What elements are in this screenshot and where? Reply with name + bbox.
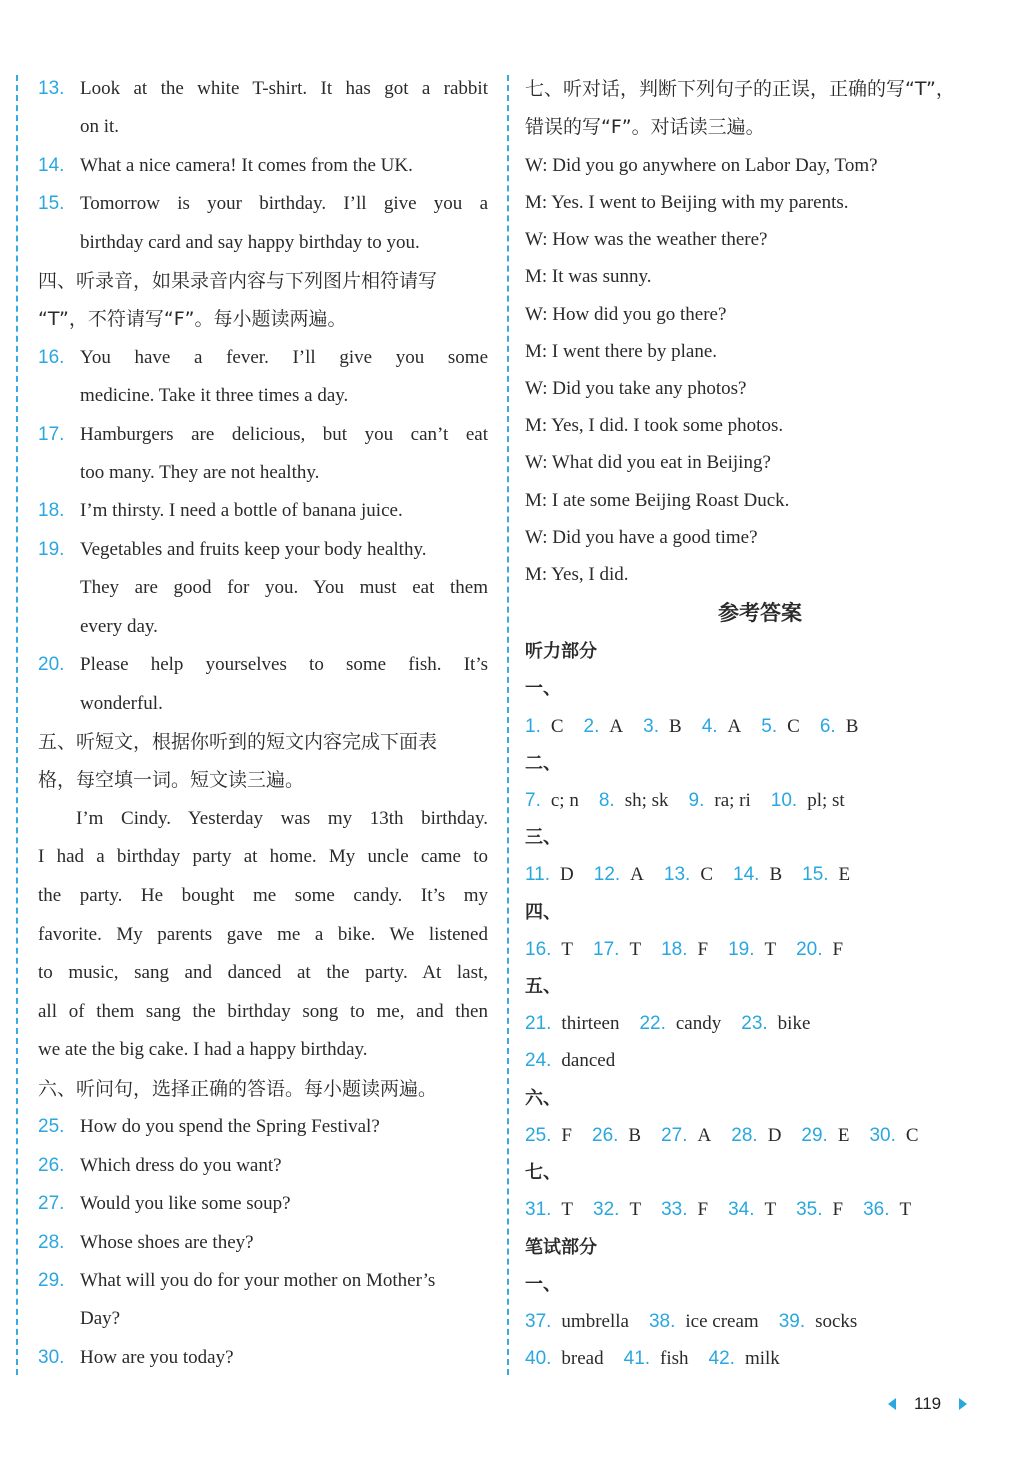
answer-number: 11.	[525, 864, 551, 886]
answer-value: danced	[561, 1050, 616, 1072]
answer	[525, 931, 573, 968]
question-text: How do you spend the Spring Festival?	[80, 1116, 380, 1138]
question-item	[38, 1224, 488, 1262]
passage-line: to music, sang and danced at the party. At last,	[38, 962, 488, 984]
section-heading: 五、听短文，根据你听到的短文内容完成下面表	[38, 730, 438, 753]
dialogue-line: W: Did you have a good time?	[525, 526, 758, 548]
answer	[689, 782, 751, 819]
answer-number: 33.	[661, 1199, 688, 1221]
answer-value: B	[845, 715, 859, 737]
answers-title: 参考答案	[718, 601, 802, 626]
answer	[863, 1191, 911, 1228]
question-item	[38, 185, 488, 223]
answer-value: T	[629, 938, 642, 960]
answer-value: D	[560, 864, 574, 886]
answer-value: fish	[660, 1348, 689, 1370]
dialogue-line: M: Yes, I did. I took some photos.	[525, 415, 784, 437]
answer-value: ice cream	[685, 1310, 759, 1332]
answer-value: milk	[744, 1348, 780, 1370]
answer-value: bike	[777, 1013, 811, 1035]
answer-row	[525, 782, 995, 819]
answer-group-label: 四、	[525, 901, 561, 923]
answer-value: A	[727, 715, 742, 737]
question-text: Look at the white T-shirt. It has got a rabbit	[80, 78, 488, 99]
answer	[796, 1191, 843, 1228]
answer-group-label: 三、	[525, 827, 561, 849]
answer	[820, 708, 859, 745]
answer-number: 8.	[598, 790, 615, 812]
question-number: 28.	[38, 1231, 65, 1253]
answer	[599, 782, 669, 819]
answer-number: 3.	[643, 715, 659, 737]
question-number: 29.	[38, 1269, 65, 1291]
answer-value: A	[609, 715, 624, 737]
answer-number: 4.	[701, 715, 718, 737]
answer-number: 42.	[708, 1348, 735, 1370]
listening-script-part1	[38, 70, 488, 800]
answer	[624, 1340, 689, 1377]
answer-number: 14.	[733, 864, 760, 886]
answer	[525, 1191, 573, 1228]
answer-value: F	[697, 938, 709, 960]
answer-value: C	[700, 864, 714, 886]
next-page-icon[interactable]	[959, 1398, 967, 1410]
question-item	[38, 1147, 488, 1185]
answer	[728, 1191, 776, 1228]
answer-value: B	[669, 715, 682, 737]
answer-number: 28.	[731, 1124, 758, 1146]
answer-value: F	[832, 938, 844, 960]
answer-value: A	[697, 1124, 712, 1146]
answer-number: 31.	[525, 1199, 552, 1221]
dialogue-line: M: Yes, I did.	[525, 564, 629, 586]
answer-number: 2.	[583, 715, 600, 737]
answer	[525, 856, 574, 893]
answer	[525, 782, 579, 819]
answer-number: 35.	[796, 1199, 823, 1221]
question-text-continued: on it.	[80, 116, 120, 138]
dialogue-line: M: I went there by plane.	[525, 340, 718, 362]
dialogue-line: W: What did you eat in Beijing?	[525, 452, 771, 474]
page-number: 119	[914, 1394, 942, 1413]
passage-line: the party. He bought me some candy. It’s my	[38, 884, 488, 906]
question-item	[38, 1262, 488, 1300]
answer-row	[525, 1303, 995, 1340]
answer	[592, 1117, 641, 1154]
dialogue-line: W: How was the weather there?	[525, 229, 768, 251]
answer-number: 5.	[761, 715, 778, 737]
question-number: 26.	[38, 1154, 65, 1176]
answer	[639, 1005, 721, 1042]
answer-number: 13.	[663, 864, 691, 886]
answer-row	[525, 1042, 995, 1079]
answer-number: 15.	[802, 864, 829, 886]
answer-row	[525, 708, 995, 745]
question-number: 15.	[38, 193, 65, 215]
answer-value: umbrella	[561, 1310, 629, 1332]
answer-number: 39.	[778, 1310, 806, 1332]
section7-heading-line1: 七、听对话，判断下列句子的正误，正确的写“T”，	[525, 78, 955, 100]
question-item	[38, 1108, 488, 1146]
right-column	[525, 70, 995, 1377]
answer	[761, 708, 800, 745]
question-text-continued: too many. They are not healthy.	[80, 462, 320, 484]
answer	[731, 1117, 781, 1154]
dialogue-line: W: How did you go there?	[525, 303, 727, 325]
listening-title: 听力部分	[525, 641, 597, 663]
answer-value: C	[787, 715, 800, 737]
dialogue-line: W: Did you go anywhere on Labor Day, Tom?	[525, 154, 878, 176]
section7-heading-line2: 错误的写“F”。对话读三遍。	[525, 116, 765, 139]
answer	[709, 1340, 780, 1377]
question-text: I’m thirsty. I need a bottle of banana juice.	[80, 500, 403, 522]
answer-row	[525, 1117, 995, 1154]
answer	[733, 856, 782, 893]
question-item	[38, 492, 488, 530]
answer-number: 12.	[593, 864, 621, 886]
answer	[525, 1042, 615, 1079]
answer	[594, 856, 644, 893]
answer-value: D	[767, 1124, 782, 1146]
answer-group-label: 一、	[525, 1273, 561, 1295]
answer-number: 1.	[525, 715, 541, 737]
answer	[741, 1005, 810, 1042]
answer-value: T	[629, 1199, 642, 1221]
pagination	[888, 1394, 967, 1414]
answer-number: 22.	[639, 1013, 666, 1035]
answer-value: B	[628, 1124, 642, 1146]
question-number: 19.	[38, 538, 65, 560]
question-text: Vegetables and fruits keep your body healthy.	[80, 538, 427, 560]
margin-dashed-line	[16, 75, 18, 1375]
question-text-continued: every day.	[80, 615, 158, 637]
passage	[38, 800, 488, 1070]
answer-value: F	[561, 1124, 572, 1146]
question-text: Please help yourselves to some fish. It’s	[80, 654, 488, 676]
answer-value: thirteen	[561, 1013, 620, 1035]
answer-number: 30.	[869, 1124, 896, 1146]
answer-value: T	[764, 1199, 777, 1221]
section-heading: 四、听录音，如果录音内容与下列图片相符请写	[38, 270, 438, 293]
question-text: Whose shoes are they?	[80, 1231, 254, 1253]
answer-number: 9.	[688, 790, 705, 812]
answer-group-label: 七、	[525, 1162, 561, 1184]
answer	[664, 856, 713, 893]
answer-group-label: 六、	[525, 1087, 561, 1109]
answer-value: F	[697, 1199, 709, 1221]
answer-value: candy	[675, 1013, 722, 1035]
question-item	[38, 416, 488, 454]
question-text: You have a fever. I’ll give you some	[80, 346, 488, 368]
dialogue-line: M: Yes. I went to Beijing with my parents.	[525, 192, 849, 214]
answer-row	[525, 1005, 995, 1042]
answer-value: c; n	[550, 790, 579, 812]
question-item	[38, 339, 488, 377]
answer	[649, 1303, 759, 1340]
section-heading: 六、听问句，选择正确的答语。每小题读两遍。	[38, 1077, 438, 1100]
answer-number: 20.	[796, 938, 823, 960]
question-text: Tomorrow is your birthday. I’ll give you a	[80, 193, 488, 215]
question-item	[38, 1185, 488, 1223]
answer	[643, 708, 682, 745]
answer	[702, 708, 742, 745]
listening-answers	[525, 670, 995, 1228]
answer-value: T	[899, 1199, 912, 1221]
answer-number: 32.	[593, 1199, 620, 1221]
answer	[869, 1117, 918, 1154]
answer-value: sh; sk	[624, 790, 669, 812]
question-text-continued: Day?	[80, 1308, 121, 1330]
answer-value: pl; st	[807, 790, 845, 812]
question-number: 27.	[38, 1193, 65, 1215]
answer-value: ra; ri	[714, 790, 751, 812]
answer-value: C	[550, 715, 564, 737]
answer	[525, 1005, 619, 1042]
written-answers	[525, 1266, 995, 1378]
question-item	[38, 1339, 488, 1377]
question-text: Which dress do you want?	[80, 1154, 282, 1176]
answer-value: B	[769, 864, 783, 886]
prev-page-icon[interactable]	[888, 1398, 896, 1410]
answer-number: 29.	[801, 1124, 828, 1146]
dialogue	[525, 147, 995, 593]
answer-value: C	[905, 1124, 919, 1146]
written-title: 笔试部分	[525, 1236, 597, 1258]
question-number: 14.	[38, 154, 65, 176]
question-text: How are you today?	[80, 1346, 234, 1368]
question-number: 18.	[38, 500, 65, 522]
answer	[801, 1117, 849, 1154]
question-item	[38, 147, 488, 185]
question-text: What will you do for your mother on Mother’s	[80, 1269, 436, 1291]
answer	[661, 1191, 708, 1228]
answer-number: 25.	[525, 1124, 552, 1146]
answer-number: 19.	[728, 938, 755, 960]
answer-value: A	[630, 864, 644, 886]
passage-line: I’m Cindy. Yesterday was my 13th birthday.	[76, 807, 488, 829]
answer-number: 37.	[525, 1310, 552, 1332]
answer-number: 34.	[728, 1199, 755, 1221]
question-item	[38, 531, 488, 569]
answer-value: socks	[815, 1310, 858, 1332]
answer	[584, 708, 624, 745]
answer	[525, 708, 564, 745]
answer	[779, 1303, 858, 1340]
answer-number: 18.	[661, 938, 688, 960]
answer-row	[525, 856, 995, 893]
answer-value: T	[561, 1199, 574, 1221]
answer-number: 23.	[741, 1013, 768, 1035]
answer-number: 17.	[593, 938, 620, 960]
column-divider	[507, 75, 509, 1375]
question-item	[38, 646, 488, 684]
answer-value: T	[764, 938, 777, 960]
answer-number: 6.	[819, 715, 836, 737]
left-column	[38, 70, 488, 1377]
answer-group-label: 五、	[525, 976, 561, 998]
answer-group-label: 二、	[525, 752, 561, 774]
passage-line: I had a birthday party at home. My uncle came to	[38, 846, 488, 868]
dialogue-line: W: Did you take any photos?	[525, 378, 747, 400]
answer-number: 24.	[525, 1050, 552, 1072]
answer	[525, 1303, 629, 1340]
answer-value: E	[837, 1124, 850, 1146]
answer	[525, 1117, 572, 1154]
question-number: 20.	[38, 654, 65, 676]
listening-script-part2	[38, 1070, 488, 1377]
answer-number: 21.	[525, 1013, 552, 1035]
question-number: 16.	[38, 346, 65, 368]
answer-row	[525, 1340, 995, 1377]
answer-value: E	[838, 864, 851, 886]
answer	[802, 856, 850, 893]
answer-number: 40.	[525, 1348, 552, 1370]
answer-number: 16.	[525, 938, 552, 960]
answer-number: 36.	[863, 1199, 890, 1221]
answer	[728, 931, 776, 968]
question-item	[38, 70, 488, 108]
answer	[661, 931, 708, 968]
passage-line: favorite. My parents gave me a bike. We listened	[38, 923, 488, 945]
answer	[525, 1340, 604, 1377]
answer	[593, 1191, 641, 1228]
answer	[593, 931, 641, 968]
answer-row	[525, 931, 995, 968]
answer-value: T	[561, 938, 574, 960]
question-text-continued: They are good for you. You must eat them	[80, 577, 488, 599]
section-heading: 格，每空填一词。短文读三遍。	[38, 769, 305, 792]
question-number: 17.	[38, 423, 65, 445]
question-number: 30.	[38, 1346, 65, 1368]
answer-number: 27.	[661, 1124, 688, 1146]
dialogue-line: M: It was sunny.	[525, 266, 652, 288]
answer-number: 38.	[648, 1310, 676, 1332]
answer-number: 7.	[525, 790, 541, 812]
question-text: Would you like some soup?	[80, 1193, 291, 1215]
question-text-continued: medicine. Take it three times a day.	[80, 385, 349, 407]
question-number: 25.	[38, 1116, 65, 1138]
answer	[661, 1117, 711, 1154]
question-text: Hamburgers are delicious, but you can’t eat	[80, 423, 488, 445]
dialogue-line: M: I ate some Beijing Roast Duck.	[525, 489, 790, 511]
answer-number: 26.	[592, 1124, 619, 1146]
answer-group-label: 一、	[525, 678, 561, 700]
answer	[796, 931, 843, 968]
section-heading: “T”，不符请写“F”。每小题读两遍。	[38, 308, 347, 331]
answer-row	[525, 1191, 995, 1228]
answer	[771, 782, 845, 819]
question-text-continued: wonderful.	[80, 692, 163, 714]
question-text-continued: birthday card and say happy birthday to you.	[80, 231, 420, 253]
passage-line: all of them sang the birthday song to me, and then	[38, 1000, 488, 1022]
answer-number: 41.	[623, 1348, 651, 1370]
passage-line: we ate the big cake. I had a happy birthday.	[38, 1039, 368, 1061]
question-text: What a nice camera! It comes from the UK.	[80, 154, 413, 176]
answer-number: 10.	[770, 790, 798, 812]
answer-value: F	[832, 1199, 844, 1221]
answer-value: bread	[561, 1348, 604, 1370]
question-number: 13.	[38, 78, 65, 99]
